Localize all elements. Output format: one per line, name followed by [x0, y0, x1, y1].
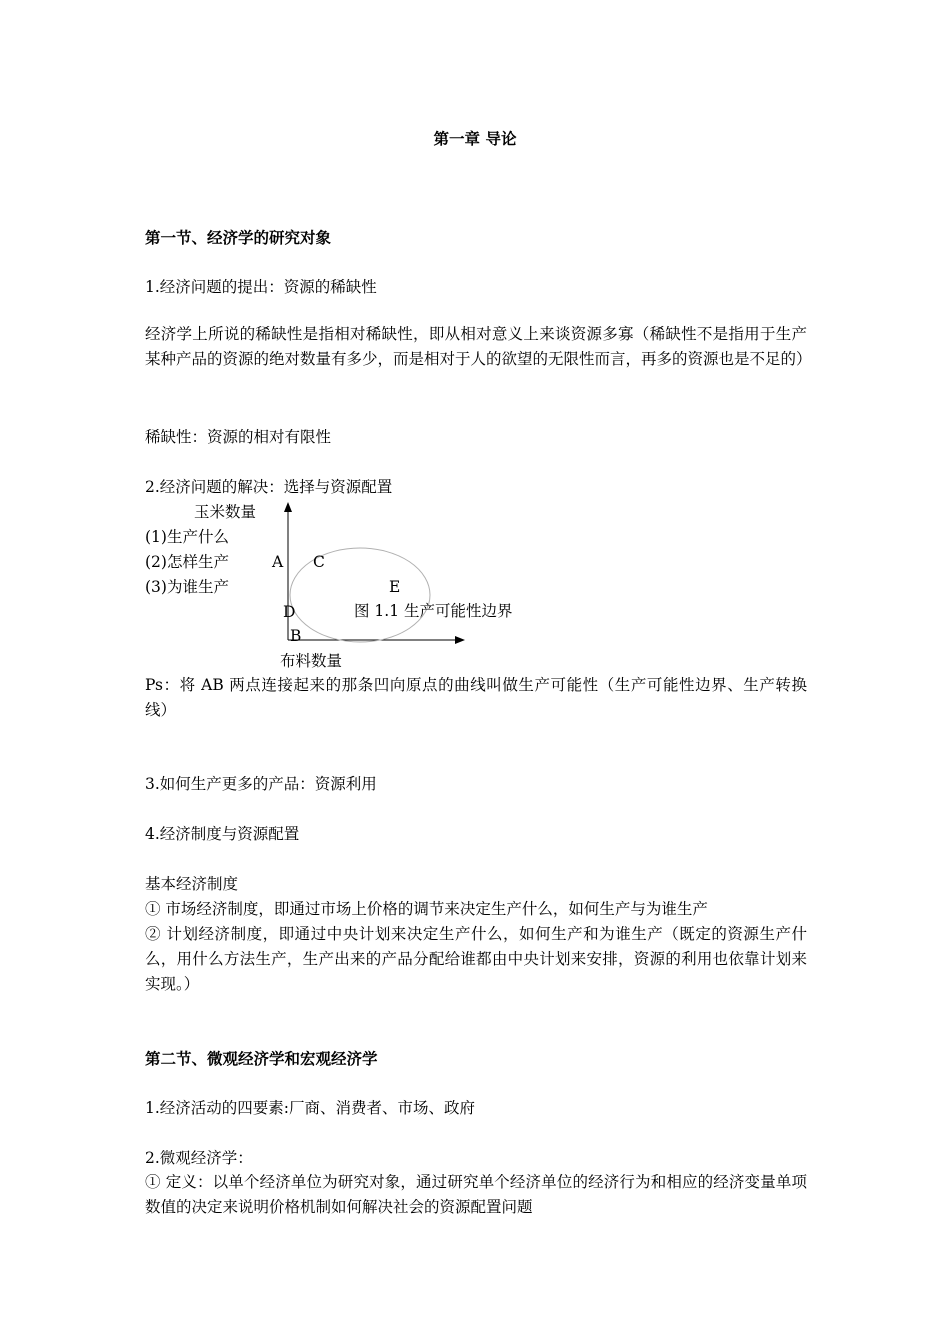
point-b-label: B: [290, 627, 302, 645]
scarcity-paragraph: 经济学上所说的稀缺性是指相对稀缺性，即从相对意义上来谈资源多寡（稀缺性不是指用于生产某种产品的资源的绝对数量有多少，而是相对于人的欲望的无限性而言，再多的资源也是不足的）: [145, 325, 812, 368]
micro-definition: ① 定义：以单个经济单位为研究对象，通过研究单个经济单位的经济行为和相应的经济变量单项数值的决定来说明价格机制如何解决社会的资源配置问题: [145, 1173, 807, 1216]
section1-item1: 1.经济问题的提出：资源的稀缺性: [145, 278, 377, 296]
figure-x-axis-label: 布料数量: [280, 652, 343, 670]
y-axis-arrow: [284, 502, 292, 512]
section2-item2: 2.微观经济学：: [145, 1149, 253, 1167]
section1-item2: 2.经济问题的解决：选择与资源配置: [145, 478, 393, 496]
figure-y-axis-label: 玉米数量: [194, 503, 257, 521]
choice-item-what: (1)生产什么: [145, 528, 229, 546]
point-a-label: A: [272, 553, 284, 571]
market-economy-item: ① 市场经济制度，即通过市场上价格的调节来决定生产什么，如何生产与为谁生产: [145, 900, 708, 918]
chapter-title: 第一章 导论: [433, 129, 517, 148]
section2-heading: 第二节、微观经济学和宏观经济学: [145, 1049, 378, 1068]
ppf-curve: [290, 548, 430, 642]
choice-item-whom: (3)为谁生产: [145, 578, 229, 596]
planned-economy-item: ② 计划经济制度，即通过中央计划来决定生产什么，如何生产和为谁生产（既定的资源生产什么，用什么方法生产，生产出来的产品分配给谁都由中央计划来安排，资源的利用也依靠计划来实现。）: [145, 925, 807, 993]
point-c-label: C: [313, 553, 325, 571]
choice-item-how: (2)怎样生产: [145, 553, 229, 571]
section1-item3: 3.如何生产更多的产品：资源利用: [145, 775, 377, 793]
scarcity-definition: 稀缺性：资源的相对有限性: [145, 428, 332, 446]
section2-item1: 1.经济活动的四要素:厂商、消费者、市场、政府: [145, 1099, 476, 1117]
section1-item4: 4.经济制度与资源配置: [145, 825, 300, 843]
figure-caption: 图 1.1 生产可能性边界: [354, 602, 513, 620]
ps-note: Ps：将 AB 两点连接起来的那条凹向原点的曲线叫做生产可能性（生产可能性边界、生产转换线）: [145, 676, 807, 719]
point-d-label: D: [283, 603, 296, 621]
point-e-label: E: [389, 578, 401, 596]
section1-heading: 第一节、经济学的研究对象: [145, 228, 332, 247]
x-axis-arrow: [455, 636, 465, 644]
basic-systems-heading: 基本经济制度: [145, 875, 239, 893]
